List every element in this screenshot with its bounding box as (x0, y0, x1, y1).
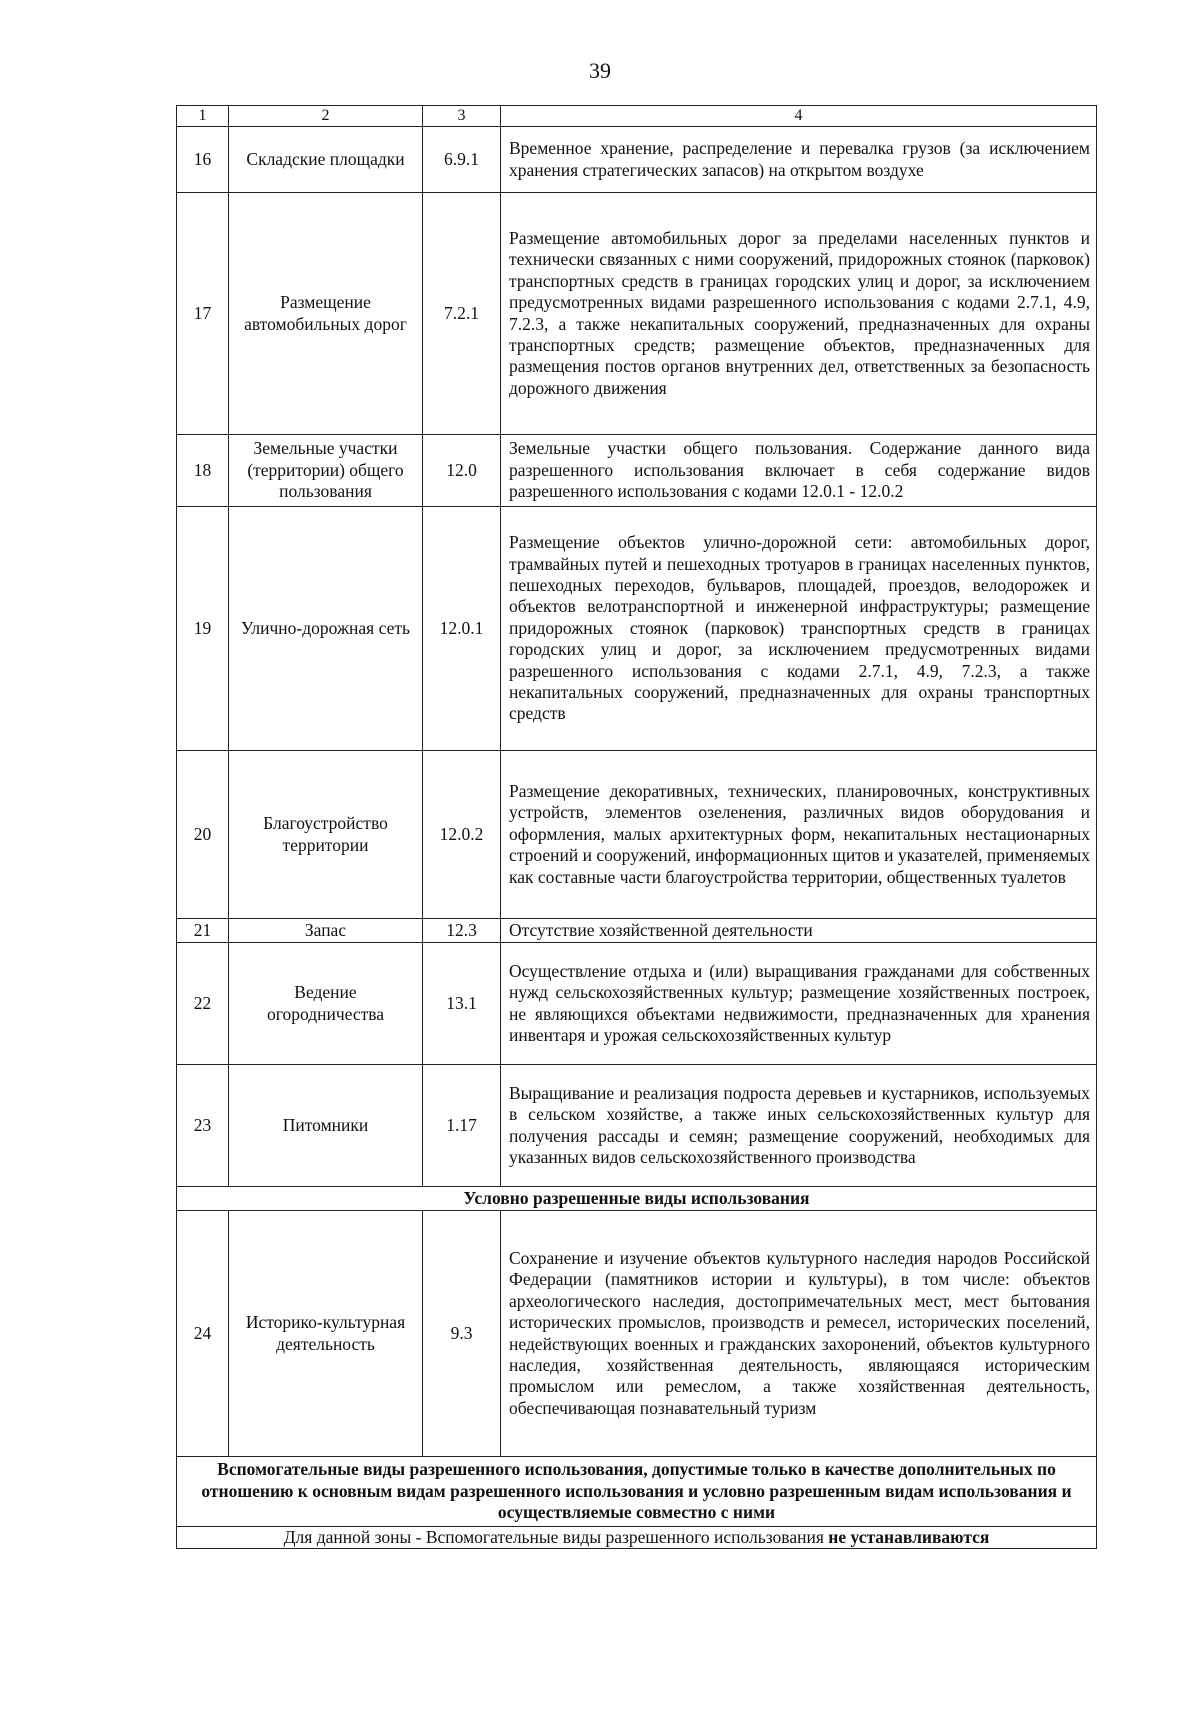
header-cell-1: 1 (177, 106, 229, 127)
table-row (177, 919, 1097, 943)
auxiliary-section-heading: Вспомогательные виды разрешенного использования, допустимые только в качестве дополнительных по отношению к основным видам разрешенного использования и условно разрешенным видам использования и осуществляемые совместно с ними (177, 1457, 1097, 1527)
land-use-table (176, 105, 1097, 1549)
use-type-description: Осуществление отдыха и (или) выращивания гражданами для собственных нужд сельскохозяйственных культур; размещение хозяйственных построек, не являющихся объектами недвижимости, предназначенных для хранения инвентаря и урожая сельскохозяйственных культур (501, 943, 1097, 1065)
auxiliary-note-row (177, 1527, 1097, 1549)
row-number: 19 (177, 507, 229, 751)
use-type-description: Выращивание и реализация подроста деревьев и кустарников, используемых в сельском хозяйстве, а также иных сельскохозяйственных культур для получения рассады и семян; размещение сооружений, необходимых для указанных видов сельскохозяйственного производства (501, 1065, 1097, 1187)
table-row (177, 751, 1097, 919)
use-type-code: 1.17 (423, 1065, 501, 1187)
use-type-description: Размещение декоративных, технических, планировочных, конструктивных устройств, элементов озеленения, различных видов оборудования и оформления, малых архитектурных форм, некапитальных нестационарных строений и сооружений, информационных щитов и указателей, применяемых как составные части благоустройства территории, общественных туалетов (501, 751, 1097, 919)
row-number: 22 (177, 943, 229, 1065)
use-type-description: Сохранение и изучение объектов культурного наследия народов Российской Федерации (памятников истории и культуры), в том числе: объектов археологического наследия, достопримечательных мест, мест бытования исторических промыслов, производств и ремесел, исторических поселений, недействующих военных и гражданских захоронений, объектов культурного наследия, хозяйственная деятельность, являющаяся историческим промыслом или ремеслом, а также хозяйственная деятельность, обеспечивающая познавательный туризм (501, 1211, 1097, 1457)
table-row (177, 435, 1097, 507)
header-cell-4: 4 (501, 106, 1097, 127)
table-row (177, 507, 1097, 751)
use-type-code: 13.1 (423, 943, 501, 1065)
auxiliary-note-prefix: Для данной зоны - Вспомогательные виды разрешенного использования (283, 1527, 829, 1547)
use-type-name: Благоустройство территории (229, 751, 423, 919)
row-number: 18 (177, 435, 229, 507)
use-type-description: Размещение объектов улично-дорожной сети: автомобильных дорог, трамвайных путей и пешеходных тротуаров в границах населенных пунктов, пешеходных переходов, бульваров, площадей, проездов, велодорожек и объектов велотранспортной и инженерной инфраструктуры; размещение придорожных стоянок (парковок) транспортных средств в границах городских улиц и дорог, за исключением предусмотренных видами разрешенного использования с кодами 2.7.1, 4.9, 7.2.3, а также некапитальных сооружений, предназначенных для охраны транспортных средств (501, 507, 1097, 751)
use-type-code: 12.3 (423, 919, 501, 943)
table-row (177, 943, 1097, 1065)
header-cell-2: 2 (229, 106, 423, 127)
use-type-name: Земельные участки (территории) общего пользования (229, 435, 423, 507)
table-row (177, 193, 1097, 435)
use-type-code: 12.0 (423, 435, 501, 507)
conditional-section-row (177, 1187, 1097, 1211)
table-row (177, 1211, 1097, 1457)
auxiliary-section-row (177, 1457, 1097, 1527)
header-cell-3: 3 (423, 106, 501, 127)
use-type-description: Размещение автомобильных дорог за пределами населенных пунктов и технически связанных с ними сооружений, придорожных стоянок (парковок) транспортных средств в границах городских улиц и дорог, за исключением предусмотренных видами разрешенного использования с кодами 2.7.1, 4.9, 7.2.3, а также некапитальных сооружений, предназначенных для охраны транспортных средств; размещение объектов, предназначенных для размещения постов органов внутренних дел, ответственных за безопасность дорожного движения (501, 193, 1097, 435)
table-header-row (177, 106, 1097, 127)
use-type-description: Отсутствие хозяйственной деятельности (501, 919, 1097, 943)
auxiliary-note (177, 1527, 1097, 1549)
use-type-code: 9.3 (423, 1211, 501, 1457)
row-number: 17 (177, 193, 229, 435)
use-type-name: Запас (229, 919, 423, 943)
use-type-name: Питомники (229, 1065, 423, 1187)
use-type-code: 6.9.1 (423, 127, 501, 193)
use-type-code: 12.0.2 (423, 751, 501, 919)
page-number: 39 (589, 58, 611, 83)
auxiliary-note-emphasis: не устанавливаются (828, 1527, 990, 1547)
row-number: 24 (177, 1211, 229, 1457)
row-number: 23 (177, 1065, 229, 1187)
row-number: 20 (177, 751, 229, 919)
use-type-name: Складские площадки (229, 127, 423, 193)
conditional-section-heading: Условно разрешенные виды использования (177, 1187, 1097, 1211)
use-type-description: Временное хранение, распределение и перевалка грузов (за исключением хранения стратегических запасов) на открытом воздухе (501, 127, 1097, 193)
use-type-code: 12.0.1 (423, 507, 501, 751)
row-number: 21 (177, 919, 229, 943)
use-type-code: 7.2.1 (423, 193, 501, 435)
use-type-name: Улично-дорожная сеть (229, 507, 423, 751)
use-type-name: Историко-культурная деятельность (229, 1211, 423, 1457)
table-row (177, 127, 1097, 193)
row-number: 16 (177, 127, 229, 193)
table-row (177, 1065, 1097, 1187)
use-type-description: Земельные участки общего пользования. Содержание данного вида разрешенного использования включает в себя содержание видов разрешенного использования с кодами 12.0.1 - 12.0.2 (501, 435, 1097, 507)
use-type-name: Ведение огородничества (229, 943, 423, 1065)
use-type-name: Размещение автомобильных дорог (229, 193, 423, 435)
